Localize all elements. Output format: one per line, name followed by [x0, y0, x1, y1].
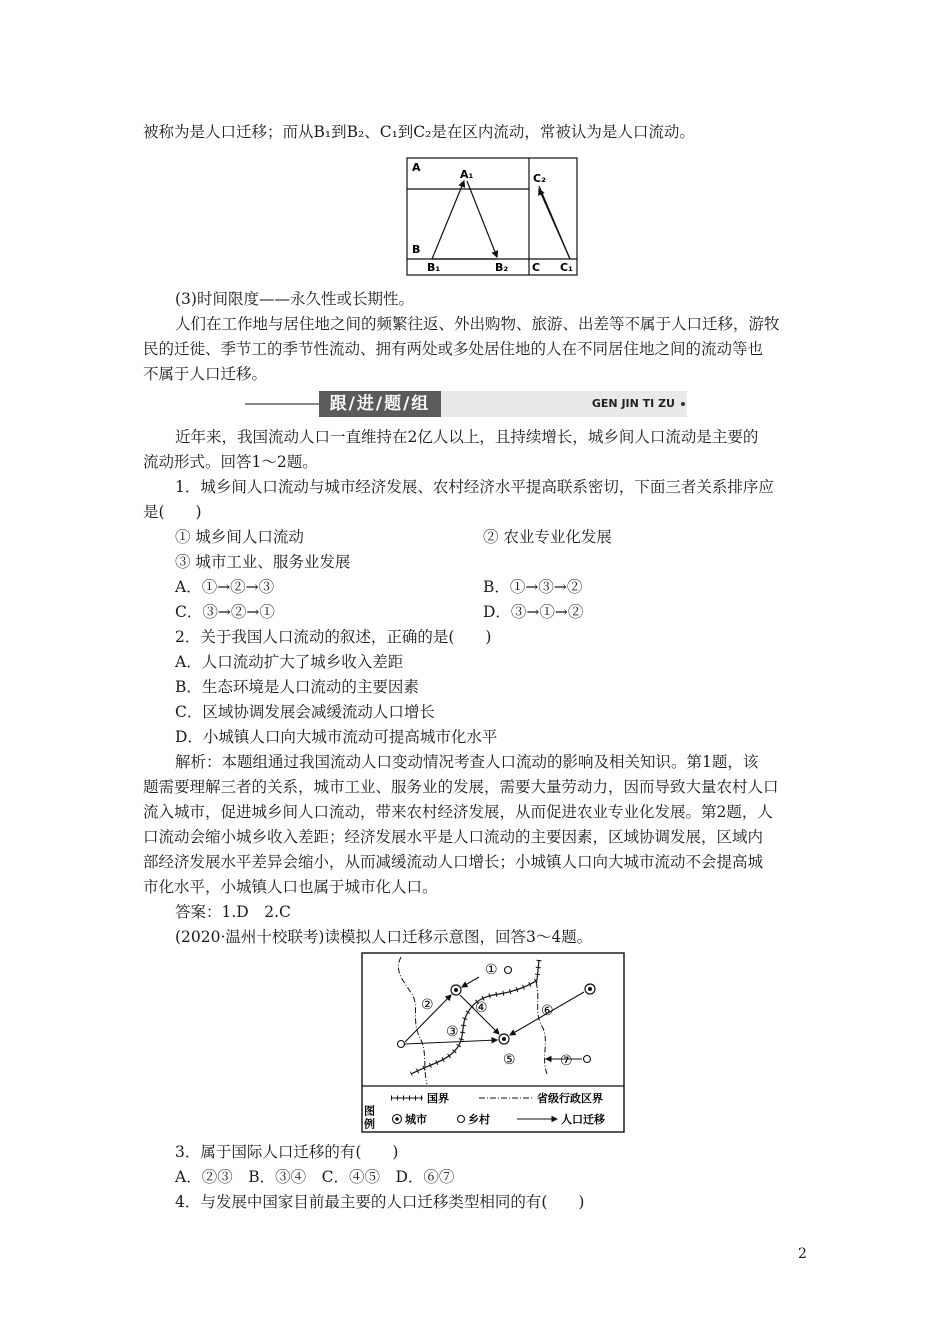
q1-item-2: ② 农业专业化发展 [483, 528, 612, 546]
q34-stem: (2020·温州十校联考)读模拟人口迁移示意图，回答3～4题。 [175, 928, 593, 946]
label-C1: C₁ [560, 261, 573, 274]
legend-village: 乡村 [468, 1113, 490, 1126]
label-B1: B₁ [427, 261, 441, 274]
q1-option-b: B．①→③→② [483, 578, 583, 596]
q2-option-c: C．区域协调发展会减缓流动人口增长 [175, 703, 435, 721]
q4-stem: 4．与发展中国家目前最主要的人口迁移类型相同的有( ) [175, 1193, 585, 1211]
marker-7: ⑦ [560, 1053, 573, 1069]
label-C: C [532, 261, 541, 274]
banner-dot-icon [681, 402, 685, 406]
legend-title: 图例 [362, 1105, 376, 1131]
stem-line-1: 近年来，我国流动人口一直维持在2亿人以上，且持续增长，城乡间人口流动是主要的 [175, 428, 759, 446]
page-number: 2 [798, 1246, 807, 1262]
answer-line: 答案：1.D 2.C [175, 903, 291, 921]
banner-title: 跟/进/题/组 [319, 391, 441, 417]
q2-option-d: D．小城镇人口向大城市流动可提高城市化水平 [175, 728, 498, 746]
q1-option-c: C．③→②→① [175, 603, 275, 621]
intro-line: 被称为是人口迁移；而从B₁到B₂、C₁到C₂是在区内流动，常被认为是人口流动。 [143, 123, 695, 141]
legend-border: 国界 [427, 1092, 449, 1105]
banner-subtitle: GEN JIN TI ZU [591, 397, 675, 410]
q2-option-b: B．生态环境是人口流动的主要因素 [175, 678, 419, 696]
q1-option-d: D．③→①→② [483, 603, 584, 621]
point-3: (3)时间限度——永久性或长期性。 [175, 290, 414, 308]
legend-migration: 人口迁移 [561, 1113, 605, 1126]
migration-region-diagram [405, 156, 580, 280]
q2-option-a: A．人口流动扩大了城乡收入差距 [175, 653, 404, 671]
q1-line-1: 1．城乡间人口流动与城市经济发展、农村经济水平提高联系密切，下面三者关系排序应 [175, 478, 774, 496]
legend-province: 省级行政区界 [537, 1092, 603, 1105]
label-A1: A₁ [460, 168, 474, 181]
analysis-line-4: 口流动会缩小城乡收入差距；经济发展水平是人口流动的主要因素，区域协调发展，区域内 [143, 828, 764, 846]
q1-option-a: A．①→②→③ [175, 578, 275, 596]
analysis-line-2: 题需要理解三者的关系，城市工业、服务业的发展，需要大量劳动力，因而导致大量农村人口 [143, 778, 779, 796]
label-C2: C₂ [533, 172, 546, 185]
marker-2: ② [421, 997, 434, 1013]
label-B2: B₂ [495, 261, 509, 274]
analysis-line-1: 解析：本题组通过我国流动人口变动情况考查人口流动的影响及相关知识。第1题，该 [175, 753, 759, 771]
analysis-line-5: 部经济发展水平差异会缩小，从而减缓流动人口增长；小城镇人口向大城市流动不会提高城 [143, 853, 764, 871]
analysis-line-3: 流入城市，促进城乡间人口流动，带来农村经济发展，从而促进农业专业化发展。第2题，人 [143, 803, 773, 821]
marker-1: ① [485, 962, 498, 978]
stem-line-2: 流动形式。回答1～2题。 [143, 453, 318, 471]
marker-3: ③ [446, 1024, 459, 1040]
label-A: A [412, 161, 421, 174]
banner-rule [245, 403, 319, 405]
legend-city: 城市 [405, 1113, 427, 1126]
q3-stem: 3．属于国际人口迁移的有( ) [175, 1143, 399, 1161]
q3-options: A．②③ B．③④ C．④⑤ D．⑥⑦ [175, 1168, 455, 1186]
para-line-3: 不属于人口迁移。 [143, 365, 268, 383]
marker-4: ④ [475, 1000, 488, 1016]
marker-5: ⑤ [503, 1052, 516, 1068]
para-line-2: 民的迁徙、季节工的季节性流动、拥有两处或多处居住地的人在不同居住地之间的流动等也 [143, 340, 764, 358]
q2-stem: 2．关于我国人口流动的叙述，正确的是( ) [175, 628, 492, 646]
marker-6: ⑥ [541, 1003, 554, 1019]
label-B: B [412, 243, 421, 256]
analysis-line-6: 市化水平，小城镇人口也属于城市化人口。 [143, 878, 438, 896]
migration-map [361, 952, 626, 1134]
q1-item-1: ① 城乡间人口流动 [175, 528, 304, 546]
para-line-1: 人们在工作地与居住地之间的频繁往返、外出购物、旅游、出差等不属于人口迁移，游牧 [175, 315, 780, 333]
q1-line-2: 是( ) [143, 503, 202, 521]
q1-item-3: ③ 城市工业、服务业发展 [175, 553, 351, 571]
section-banner [245, 391, 705, 417]
